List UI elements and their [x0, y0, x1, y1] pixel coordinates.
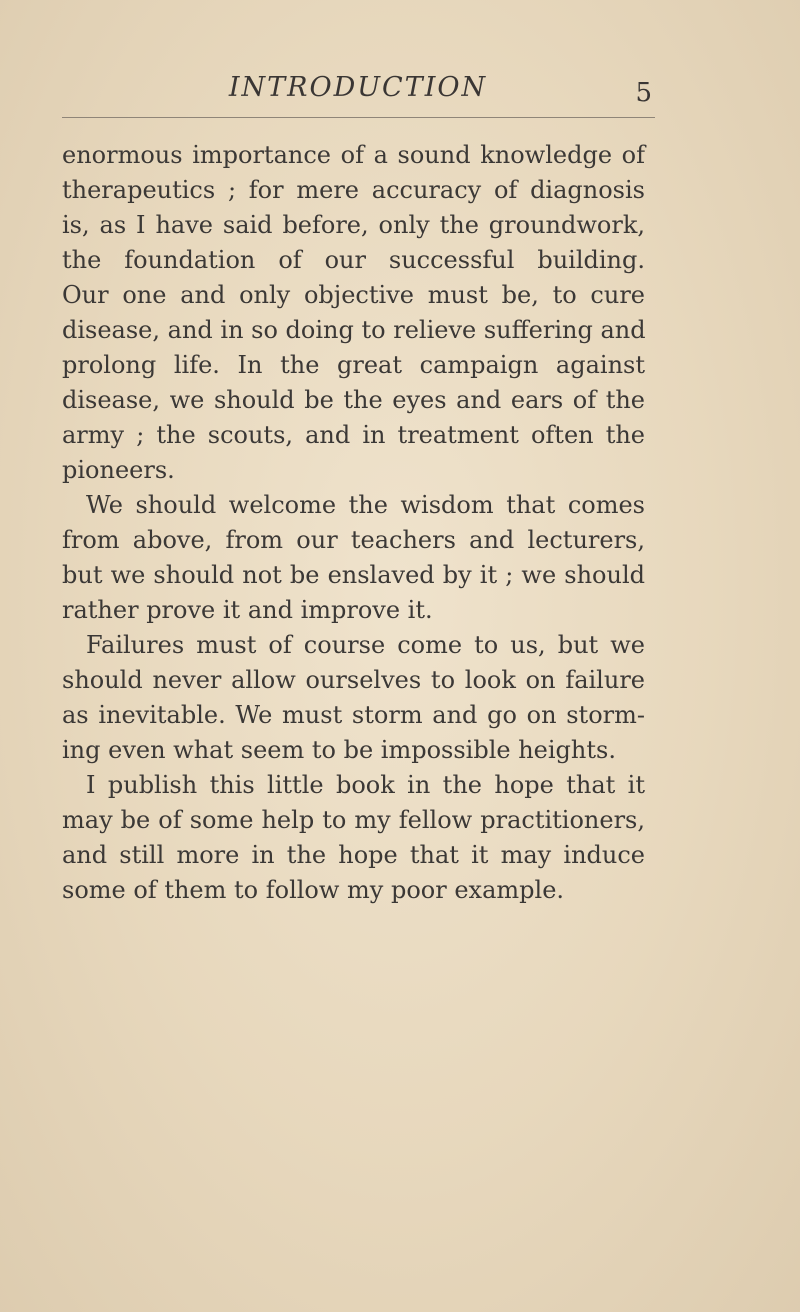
- text-line: from above, from our teachers and lecturers,: [62, 526, 645, 554]
- text-line: as inevitable. We must storm and go on storm-: [62, 701, 645, 729]
- text-line: may be of some help to my fellow practitioners,: [62, 806, 645, 834]
- text-line: Failures must of course come to us, but we: [86, 631, 645, 659]
- text-line: pioneers.: [62, 456, 175, 484]
- text-line: is, as I have said before, only the groundwork,: [62, 211, 645, 239]
- text-line: enormous importance of a sound knowledge of: [62, 141, 645, 169]
- text-line: and still more in the hope that it may induce: [62, 841, 645, 869]
- running-title: INTRODUCTION: [228, 72, 488, 103]
- text-line: disease, and in so doing to relieve suffering and: [62, 316, 646, 344]
- text-line: army ; the scouts, and in treatment often the: [62, 421, 645, 449]
- text-line: the foundation of our successful building.: [62, 246, 645, 274]
- text-line: should never allow ourselves to look on failure: [62, 666, 645, 694]
- text-line: disease, we should be the eyes and ears of the: [62, 386, 645, 414]
- text-line: but we should not be enslaved by it ; we should: [62, 561, 645, 589]
- running-head: [62, 72, 654, 112]
- paragraph-2: [62, 488, 645, 628]
- paragraph-1: [62, 138, 645, 488]
- paragraph-3: [62, 628, 645, 768]
- page-number: 5: [635, 78, 652, 108]
- text-line: prolong life. In the great campaign against: [62, 351, 645, 379]
- paragraph-4: [62, 768, 645, 908]
- text-line: rather prove it and improve it.: [62, 596, 433, 624]
- text-line: I publish this little book in the hope that it: [86, 771, 645, 799]
- text-line: therapeutics ; for mere accuracy of diagnosis: [62, 176, 645, 204]
- text-line: some of them to follow my poor example.: [62, 876, 565, 904]
- text-line: Our one and only objective must be, to cure: [62, 281, 645, 309]
- header-rule: [62, 117, 655, 118]
- text-line: We should welcome the wisdom that comes: [86, 491, 645, 519]
- body-text: [62, 138, 645, 908]
- text-line: ing even what seem to be impossible heights.: [62, 736, 616, 764]
